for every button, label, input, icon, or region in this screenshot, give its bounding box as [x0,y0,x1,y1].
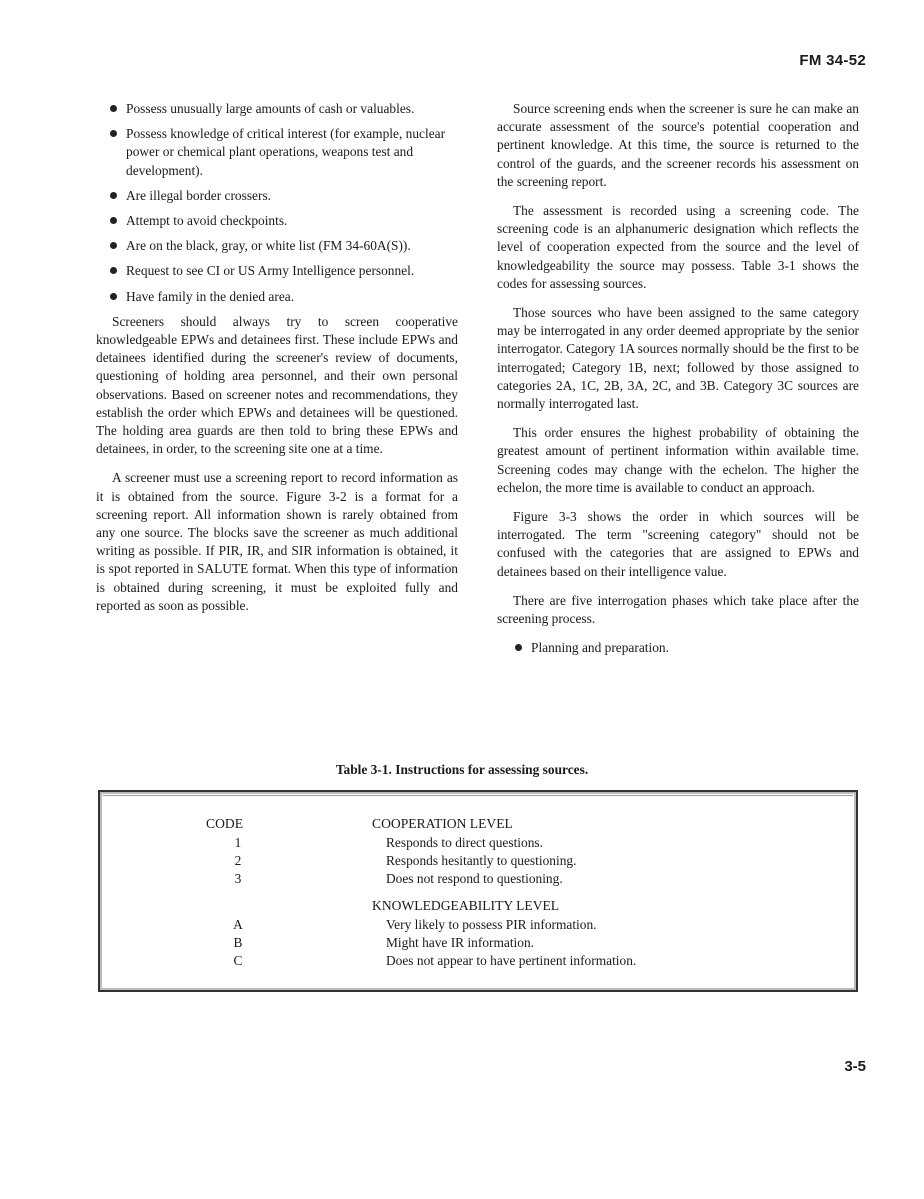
row-description: Responds hesitantly to questioning. [386,853,577,868]
row-code: B [233,935,243,950]
bullet-dot-icon [515,644,522,651]
bullet-item: Have family in the denied area. [96,288,458,306]
table-row [100,917,856,935]
row-code: 2 [234,853,242,868]
table-row [100,871,856,889]
row-description: Might have IR information. [386,935,535,950]
row-code: 3 [234,871,242,886]
screening-code-table [98,790,858,992]
row-description: Does not appear to have pertinent information. [386,953,637,968]
code-column-header: CODE [206,816,244,831]
bullet-dot-icon [110,192,117,199]
row-description: Responds to direct questions. [386,835,543,850]
knowledgeability-level-header: KNOWLEDGEABILITY LEVEL [372,898,560,913]
bullet-item: Attempt to avoid checkpoints. [96,212,458,230]
row-description: Very likely to possess PIR information. [386,917,597,932]
table-divider [103,795,853,796]
cooperation-level-header: COOPERATION LEVEL [372,816,513,831]
paragraph: A screener must use a screening report to record information as it is obtained from the source. Figure 3-2 is a format for a screening report. All information shown is rarely obtained from any one source. The blocks save the screener as much additional writing as possible. If PIR, IR, and SIR information is obtained, it is spot reported in SALUTE format. When this type of information is obtained during screening, it must be exploited fully and reported as soon as possible. [96,470,458,613]
table-caption: Table 3-1. Instructions for assessing sources. [335,762,589,777]
bullet-dot-icon [110,293,117,300]
criteria-bullet-list [96,100,458,306]
bullet-item: Planning and preparation. [497,639,859,657]
bullet-item: Possess knowledge of critical interest (for example, nuclear power or chemical plant operations, weapons test and development). [96,125,458,180]
row-code: A [233,917,243,932]
bullet-item: Possess unusually large amounts of cash or valuables. [96,100,458,118]
bullet-item: Are on the black, gray, or white list (FM 34-60A(S)). [96,237,458,255]
paragraph: Figure 3-3 shows the order in which sources will be interrogated. The term "screening category" should not be confused with the categories that are assigned to EPWs and detainees based on their intelligence value. [497,509,859,579]
bullet-dot-icon [110,267,117,274]
paragraph: Source screening ends when the screener is sure he can make an accurate assessment of the source's potential cooperation and pertinent knowledge. At this time, the source is returned to the control of the guards, and the screener records his assessment on the screening report. [497,101,859,189]
bullet-dot-icon [110,217,117,224]
right-column [497,100,859,664]
row-code: 1 [234,835,242,850]
document-id: FM 34-52 [799,52,866,69]
paragraph: The assessment is recorded using a screening code. The screening code is an alphanumeric designation which reflects the level of cooperation expected from the source and the level of knowledgeability the source may possess. Table 3-1 shows the codes for assessing sources. [497,203,859,291]
row-description: Does not respond to questioning. [386,871,563,886]
paragraph: This order ensures the highest probability of obtaining the greatest amount of pertinent information within available time. Screening codes may change with the echelon. The higher the echelon, the more time is available to conduct an approach. [497,425,859,495]
table-row [100,835,856,853]
bullet-dot-icon [110,105,117,112]
table-row [100,935,856,953]
paragraph: There are five interrogation phases which take place after the screening process. [497,592,859,627]
row-code: C [233,953,243,968]
left-column [96,100,458,626]
phase-bullet-list [497,639,859,657]
table-row [100,853,856,871]
table-row [100,953,856,971]
paragraph: Those sources who have been assigned to the same category may be interrogated in any order deemed appropriate by the senior interrogator. Category 1A sources normally should be the first to be interrogated; Category 1B, next; followed by those assigned to categories 2A, 1C, 2B, 3A, 2C, and 3B. Category 3C sources are normally interrogated last. [497,305,859,412]
page-number: 3-5 [844,1058,866,1075]
paragraph: Screeners should always try to screen cooperative knowledgeable EPWs and detainees first. These include EPWs and detainees identified during the screener's review of documents, questioning of holding area personnel, and their own personal observations. Based on screener notes and recommendations, they establish the order which EPWs and detainees will be questioned. The holding area guards are then told to bring these EPWs and detainees, in order, to the screening site one at a time. [96,313,458,457]
bullet-dot-icon [110,130,117,137]
bullet-item: Request to see CI or US Army Intelligence personnel. [96,262,458,280]
bullet-item: Are illegal border crossers. [96,187,458,205]
bullet-dot-icon [110,242,117,249]
